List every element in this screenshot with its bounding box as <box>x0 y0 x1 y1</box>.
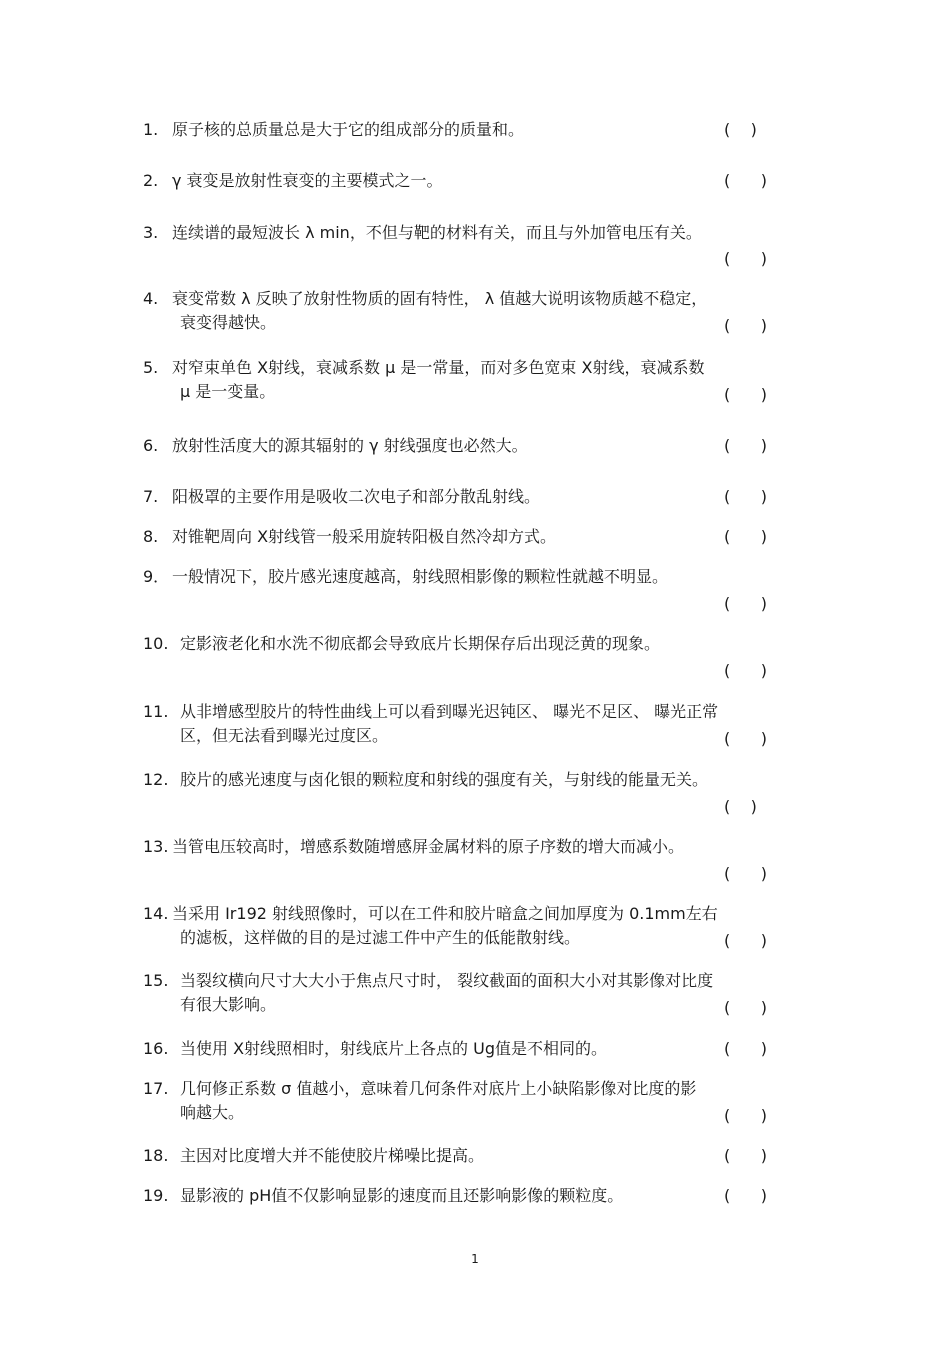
question-number: 9． <box>143 567 170 586</box>
question-number: 8. <box>143 527 159 546</box>
question-8 <box>143 525 808 549</box>
question-number: 13. <box>143 837 169 856</box>
question-text: 几何修正系数 σ 值越小，意味着几何条件对底片上小缺陷影像对比度的影 <box>180 1079 697 1098</box>
question-4 <box>143 287 808 335</box>
question-3 <box>143 221 808 245</box>
question-text-continuation: 区，但无法看到曝光过度区。 <box>180 726 389 745</box>
question-number: 3. <box>143 223 159 242</box>
question-text: 主因对比度增大并不能使胶片梯噪比提高。 <box>180 1146 485 1165</box>
answer-blank: ( ) <box>724 249 767 268</box>
question-15 <box>143 969 808 1017</box>
answer-blank: ( ) <box>724 1186 767 1205</box>
answer-blank: ( ) <box>724 1146 767 1165</box>
question-7 <box>143 485 808 509</box>
question-number: 2. <box>143 171 159 190</box>
question-text: 定影液老化和水洗不彻底都会导致底片长期保存后出现泛黄的现象。 <box>180 634 661 653</box>
question-number: 4. <box>143 289 159 308</box>
question-number: 18. <box>143 1146 169 1165</box>
question-19 <box>143 1184 808 1208</box>
page-number: 1 <box>471 1252 479 1266</box>
question-text-continuation: μ 是一变量。 <box>180 382 276 401</box>
answer-blank: ( ) <box>724 1106 767 1125</box>
question-text: 当使用 X射线照相时，射线底片上各点的 Ug值是不相同的。 <box>180 1039 608 1058</box>
question-16 <box>143 1037 808 1061</box>
question-5 <box>143 356 808 404</box>
question-text: 对窄束单色 X射线，衰减系数 μ 是一常量，而对多色宽束 X射线，衰减系数 <box>172 358 705 377</box>
question-number: 10. <box>143 634 169 653</box>
question-text: 原子核的总质量总是大于它的组成部分的质量和。 <box>172 120 525 139</box>
question-number: 11. <box>143 702 169 721</box>
answer-blank: ( ) <box>724 487 767 506</box>
question-number: 5. <box>143 358 159 377</box>
question-text: 衰变常数 λ 反映了放射性物质的固有特性， λ 值越大说明该物质越不稳定， <box>172 289 708 308</box>
answer-blank: ( ) <box>724 864 767 883</box>
question-12 <box>143 768 808 792</box>
question-10 <box>143 632 808 656</box>
question-text: 阳极罩的主要作用是吸收二次电子和部分散乱射线。 <box>172 487 541 506</box>
answer-blank: ( ) <box>724 316 767 335</box>
answer-blank: ( ) <box>724 729 767 748</box>
question-text: 放射性活度大的源其辐射的 γ 射线强度也必然大。 <box>172 436 528 455</box>
question-17 <box>143 1077 808 1125</box>
question-text-continuation: 有很大影响。 <box>180 995 277 1014</box>
answer-blank: ( ) <box>724 120 757 139</box>
question-text: 连续谱的最短波长 λ min，不但与靶的材料有关，而且与外加管电压有关。 <box>172 223 702 242</box>
question-number: 15. <box>143 971 169 990</box>
question-number: 17. <box>143 1079 169 1098</box>
question-1 <box>143 118 808 142</box>
question-2 <box>143 169 808 193</box>
question-text: 对锥靶周向 X射线管一般采用旋转阳极自然冷却方式。 <box>172 527 557 546</box>
question-text: 显影液的 pH值不仅影响显影的速度而且还影响影像的颗粒度。 <box>180 1186 624 1205</box>
answer-blank: ( ) <box>724 661 767 680</box>
question-text-continuation: 衰变得越快。 <box>180 313 277 332</box>
question-text: 当裂纹横向尺寸大大小于焦点尺寸时， 裂纹截面的面积大小对其影像对比度 <box>180 971 714 990</box>
answer-blank: ( ) <box>724 998 767 1017</box>
question-number: 12. <box>143 770 169 789</box>
answer-blank: ( ) <box>724 527 767 546</box>
question-text: γ 衰变是放射性衰变的主要模式之一。 <box>172 171 443 190</box>
question-text-continuation: 的滤板，这样做的目的是过滤工件中产生的低能散射线。 <box>180 928 581 947</box>
question-number: 6. <box>143 436 159 455</box>
question-text: 当管电压较高时，增感系数随增感屏金属材料的原子序数的增大而减小。 <box>172 837 685 856</box>
question-18 <box>143 1144 808 1168</box>
answer-blank: ( ) <box>724 436 767 455</box>
question-text: 胶片的感光速度与卤化银的颗粒度和射线的强度有关，与射线的能量无关。 <box>180 770 709 789</box>
answer-blank: ( ) <box>724 931 767 950</box>
question-6 <box>143 434 808 458</box>
answer-blank: ( ) <box>724 171 767 190</box>
answer-blank: ( ) <box>724 1039 767 1058</box>
question-number: 16. <box>143 1039 169 1058</box>
question-number: 7. <box>143 487 159 506</box>
answer-blank: ( ) <box>724 385 767 404</box>
question-text: 一般情况下，胶片感光速度越高，射线照相影像的颗粒性就越不明显。 <box>172 567 669 586</box>
question-9 <box>143 565 808 589</box>
question-13 <box>143 835 808 859</box>
question-text: 当采用 Ir192 射线照像时，可以在工件和胶片暗盒之间加厚度为 0.1mm左右 <box>172 904 718 923</box>
question-number: 1. <box>143 120 159 139</box>
question-text-continuation: 响越大。 <box>180 1103 245 1122</box>
question-text: 从非增感型胶片的特性曲线上可以看到曝光迟钝区、 曝光不足区、 曝光正常 <box>180 702 719 721</box>
answer-blank: ( ) <box>724 594 767 613</box>
question-11 <box>143 700 808 748</box>
question-14 <box>143 902 808 950</box>
question-number: 14. <box>143 904 169 923</box>
answer-blank: ( ) <box>724 797 757 816</box>
question-number: 19. <box>143 1186 169 1205</box>
